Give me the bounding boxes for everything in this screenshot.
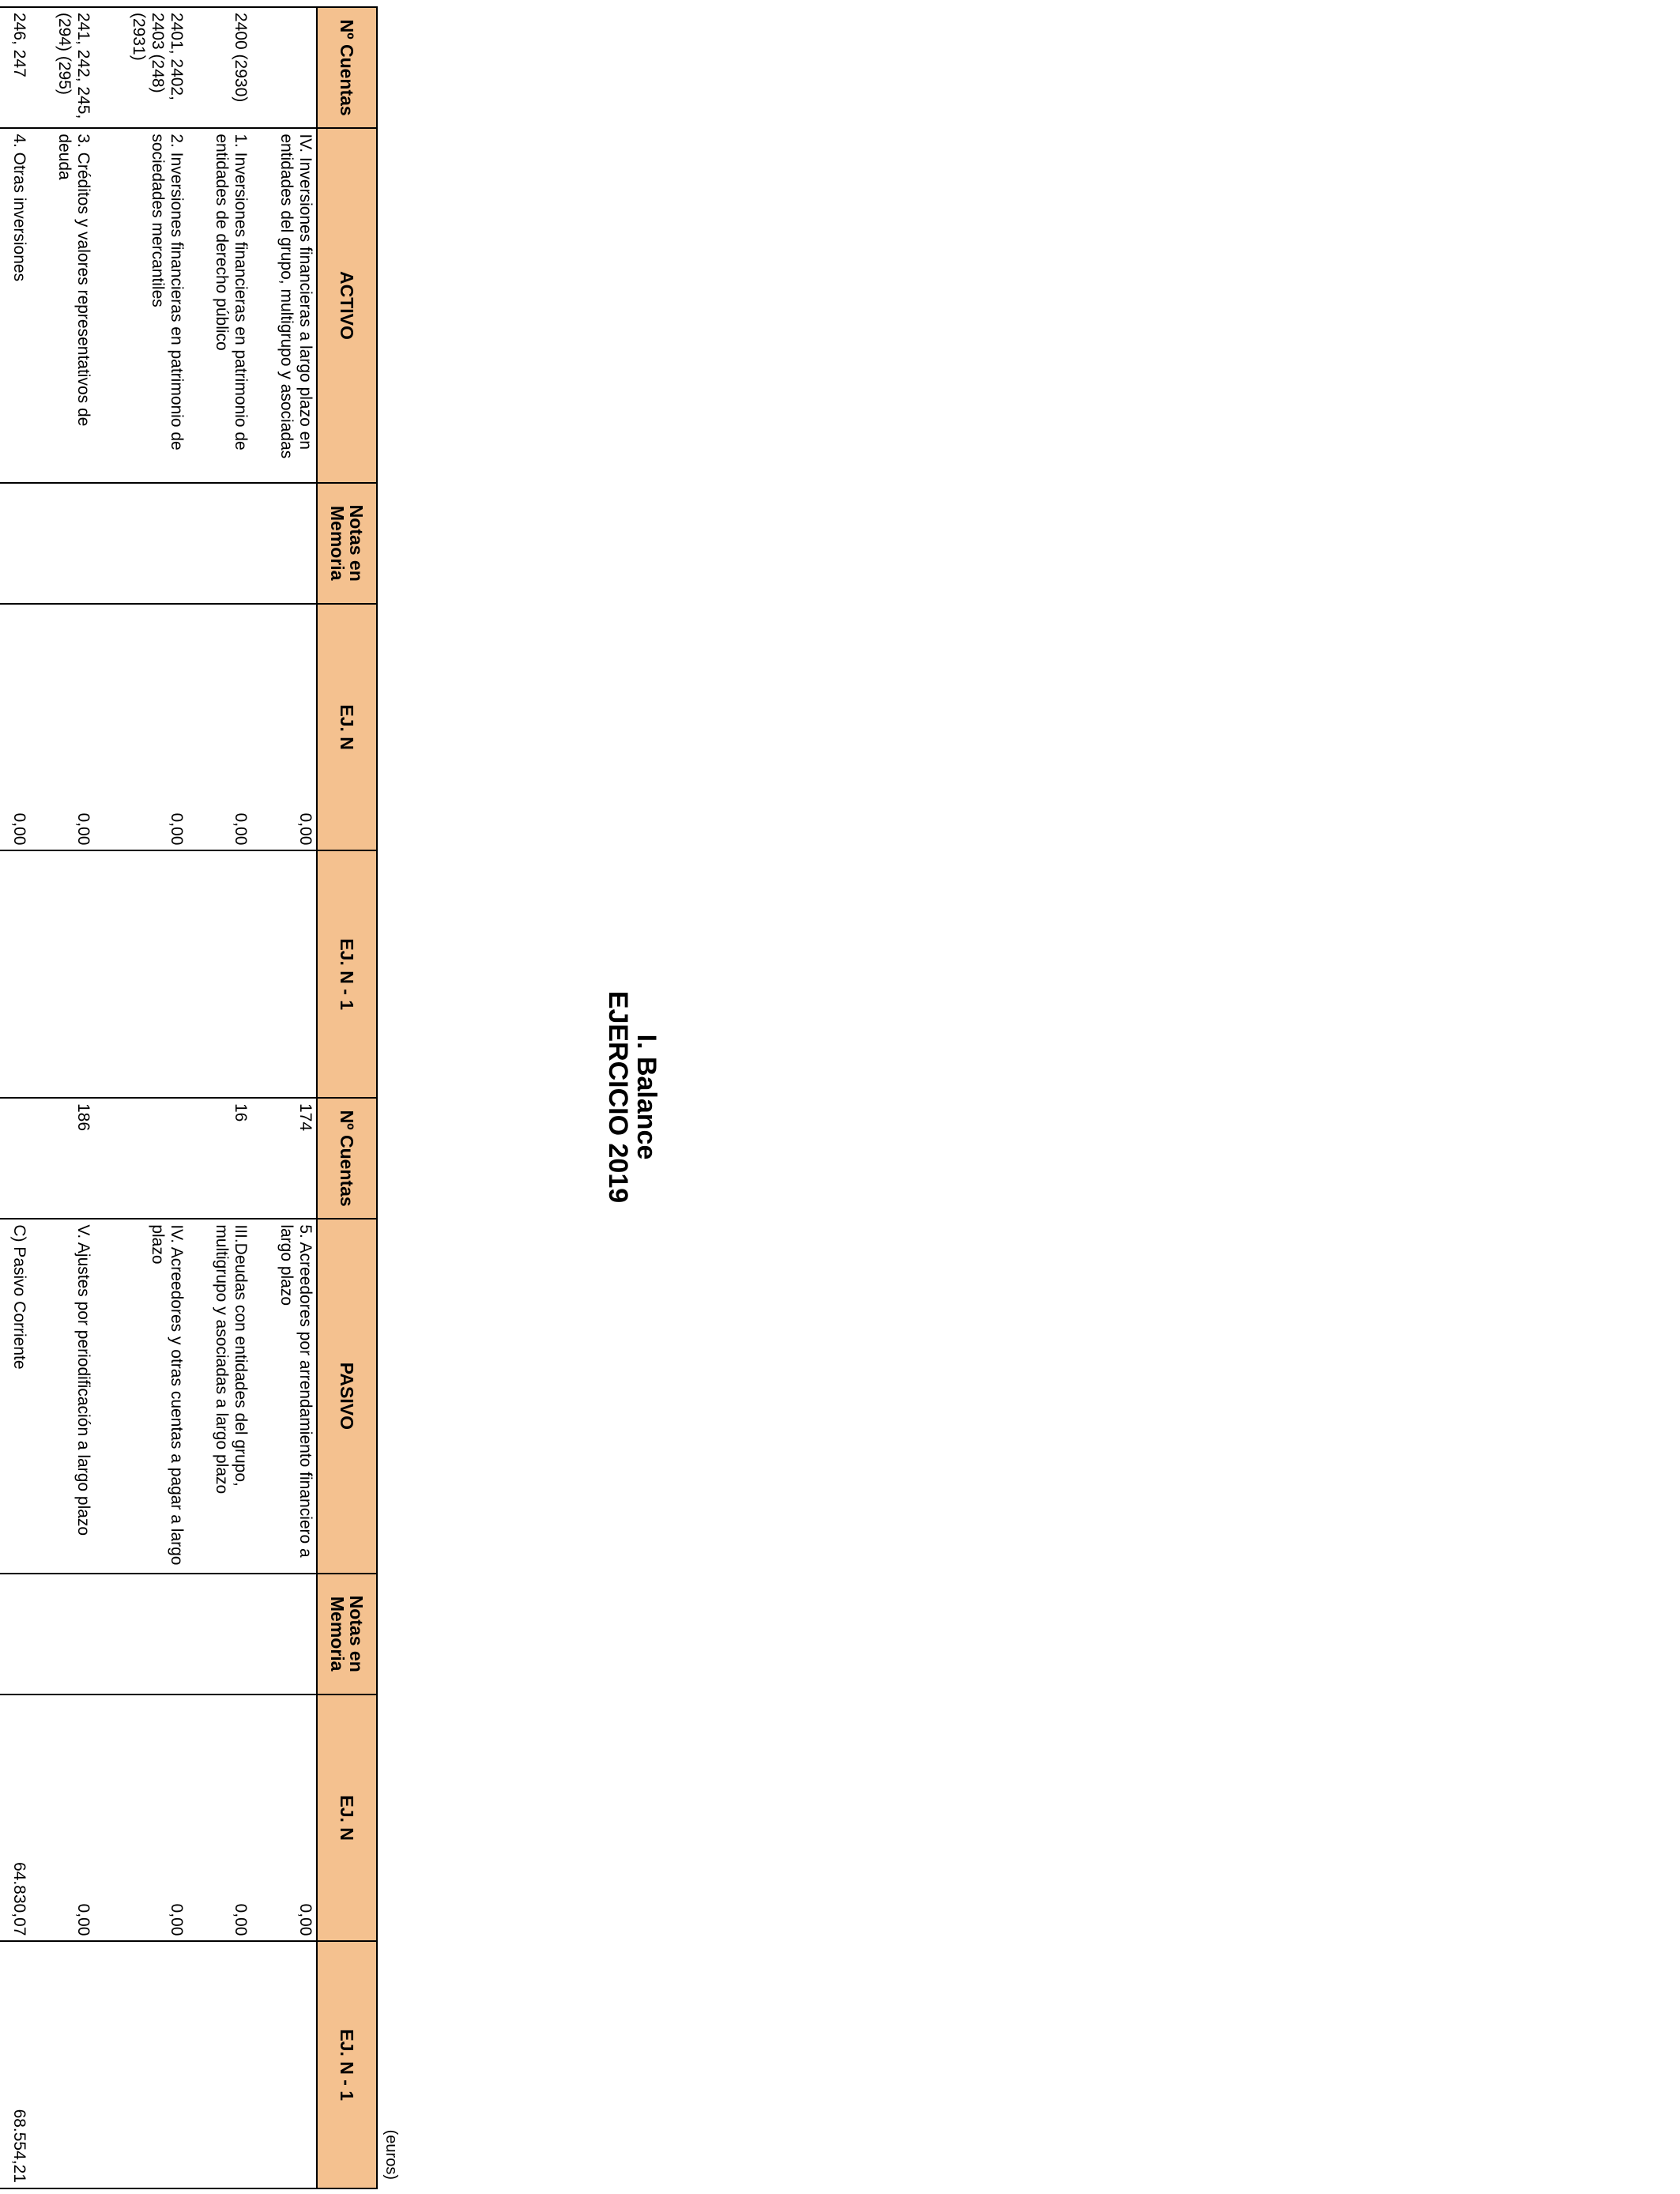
cell-pasivo-cuentas <box>94 1098 188 1219</box>
header-pasivo-notas: Notas en Memoria <box>317 1574 377 1695</box>
cell-activo-ej-n1 <box>94 850 188 1098</box>
table-row <box>187 7 251 2188</box>
cell-pasivo-ej-n1 <box>94 1941 188 2188</box>
table-row <box>251 7 317 2188</box>
header-pasivo-ej-n: EJ. N <box>317 1695 377 1942</box>
header-row <box>317 7 377 2188</box>
table-row <box>0 7 30 2188</box>
cell-activo-cuentas: 241, 242, 245, (294) (295) <box>30 7 94 128</box>
cell-activo-notas <box>30 483 94 604</box>
cell-activo-ej-n: 0,00 <box>0 604 30 851</box>
cell-activo-ej-n1 <box>0 850 30 1098</box>
cell-activo-ej-n1 <box>251 850 317 1098</box>
header-pasivo-cuentas: Nº Cuentas <box>317 1098 377 1219</box>
cell-activo-desc: 1. Inversiones financieras en patrimonio de entidades de derecho público <box>187 128 251 482</box>
cell-pasivo-desc: 5. Acreedores por arrendamiento financiero a largo plazo <box>251 1219 317 1573</box>
cell-activo-ej-n1 <box>30 850 94 1098</box>
header-activo-notas: Notas en Memoria <box>317 483 377 604</box>
cell-pasivo-ej-n: 0,00 <box>30 1695 94 1942</box>
header-activo: ACTIVO <box>317 128 377 482</box>
cell-pasivo-ej-n: 0,00 <box>94 1695 188 1942</box>
cell-pasivo-notas <box>0 1574 30 1695</box>
report-title <box>593 0 661 2194</box>
header-pasivo: PASIVO <box>317 1219 377 1573</box>
cell-pasivo-ej-n1 <box>30 1941 94 2188</box>
cell-pasivo-ej-n1 <box>251 1941 317 2188</box>
table-row <box>30 7 94 2188</box>
cell-activo-cuentas: 2401, 2402, 2403 (248) (2931) <box>94 7 188 128</box>
currency-units: (euros) <box>382 2129 400 2180</box>
cell-activo-ej-n: 0,00 <box>251 604 317 851</box>
cell-pasivo-desc: IV. Acreedores y otras cuentas a pagar a largo plazo <box>94 1219 188 1573</box>
report-title-year: EJERCICIO 2019 <box>603 990 633 1204</box>
cell-pasivo-notas <box>187 1574 251 1695</box>
cell-activo-desc: 3. Créditos y valores representativos de deuda <box>30 128 94 482</box>
cell-pasivo-cuentas: 186 <box>30 1098 94 1219</box>
cell-activo-ej-n: 0,00 <box>187 604 251 851</box>
header-pasivo-ej-n1: EJ. N - 1 <box>317 1941 377 2188</box>
cell-pasivo-cuentas <box>0 1098 30 1219</box>
cell-activo-ej-n: 0,00 <box>94 604 188 851</box>
cell-pasivo-cuentas: 174 <box>251 1098 317 1219</box>
cell-pasivo-notas <box>30 1574 94 1695</box>
cell-pasivo-ej-n: 64.830,07 <box>0 1695 30 1942</box>
cell-activo-ej-n: 0,00 <box>30 604 94 851</box>
cell-pasivo-desc: C) Pasivo Corriente <box>0 1219 30 1573</box>
header-activo-ej-n1: EJ. N - 1 <box>317 850 377 1098</box>
cell-pasivo-ej-n: 0,00 <box>187 1695 251 1942</box>
cell-activo-desc: IV. Inversiones financieras a largo plazo en entidades del grupo, multigrupo y asociadas <box>251 128 317 482</box>
cell-pasivo-ej-n: 0,00 <box>251 1695 317 1942</box>
header-activo-cuentas: Nº Cuentas <box>317 7 377 128</box>
cell-pasivo-notas <box>251 1574 317 1695</box>
cell-pasivo-ej-n1: 68.554,21 <box>0 1941 30 2188</box>
cell-pasivo-desc: V. Ajustes por periodificación a largo plazo <box>30 1219 94 1573</box>
table-row <box>94 7 188 2188</box>
report-title-main: I. Balance <box>631 1034 661 1160</box>
cell-activo-ej-n1 <box>187 850 251 1098</box>
cell-pasivo-ej-n1 <box>187 1941 251 2188</box>
header-activo-ej-n: EJ. N <box>317 604 377 851</box>
cell-activo-notas <box>251 483 317 604</box>
cell-activo-cuentas <box>251 7 317 128</box>
cell-pasivo-cuentas: 16 <box>187 1098 251 1219</box>
balance-table <box>0 6 378 2189</box>
cell-activo-cuentas: 246, 247 <box>0 7 30 128</box>
cell-activo-cuentas: 2400 (2930) <box>187 7 251 128</box>
cell-activo-desc: 2. Inversiones financieras en patrimonio de sociedades mercantiles <box>94 128 188 482</box>
cell-pasivo-notas <box>94 1574 188 1695</box>
cell-activo-notas <box>187 483 251 604</box>
cell-activo-desc: 4. Otras inversiones <box>0 128 30 482</box>
cell-pasivo-desc: III.Deudas con entidades del grupo, multigrupo y asociadas a largo plazo <box>187 1219 251 1573</box>
cell-activo-notas <box>94 483 188 604</box>
cell-activo-notas <box>0 483 30 604</box>
